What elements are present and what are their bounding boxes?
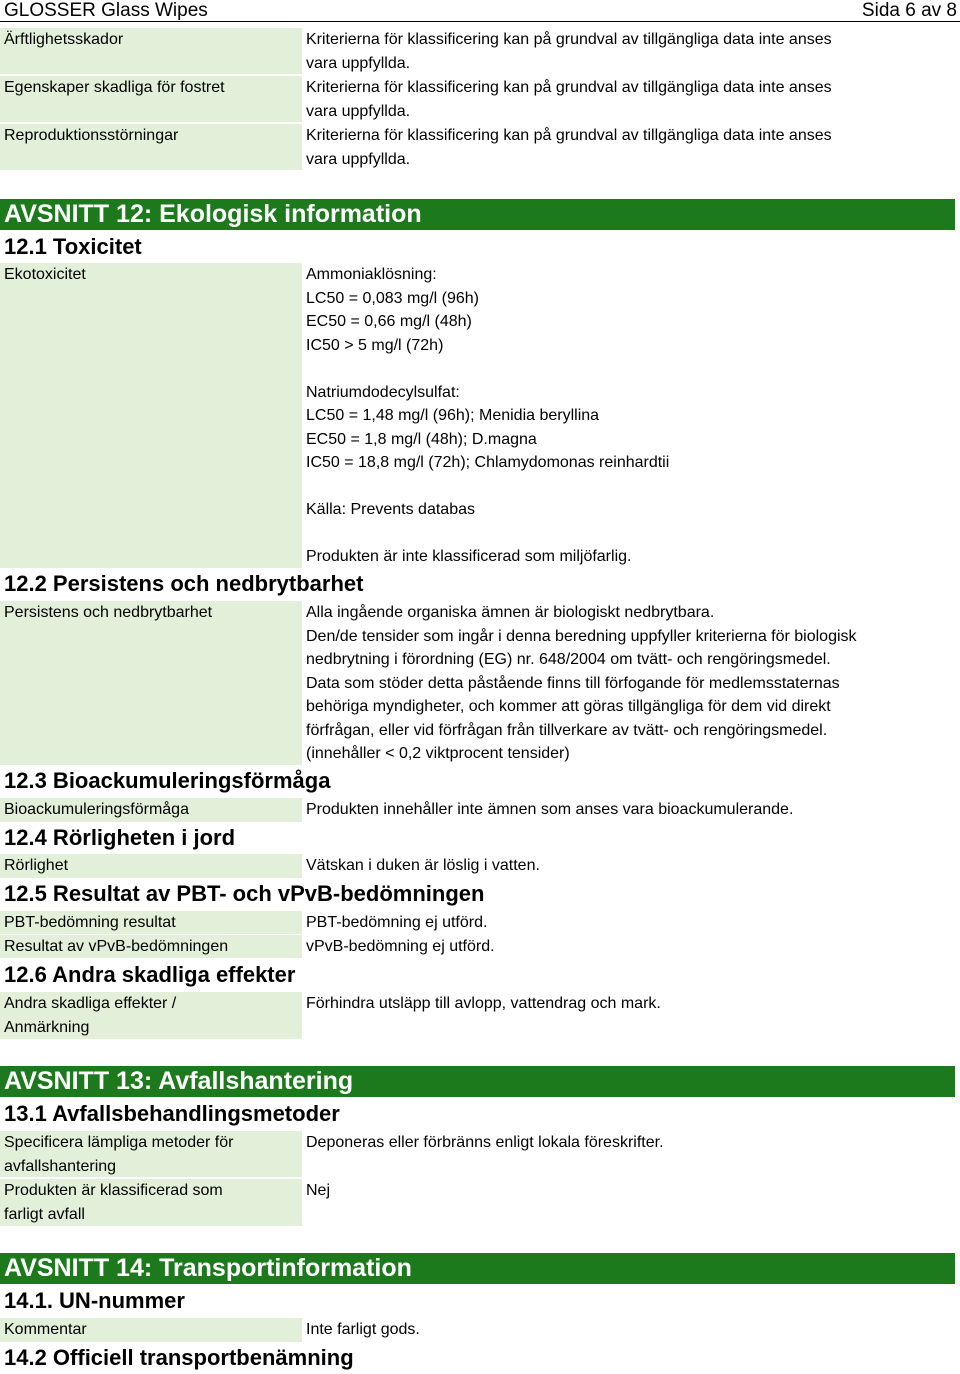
section-13-title-bar: AVSNITT 13: Avfallshantering [0, 1066, 955, 1097]
subsection-heading-12-5: 12.5 Resultat av PBT- och vPvB-bedömningen [4, 881, 485, 906]
row-value: Nej [306, 1182, 331, 1199]
row-label: Resultat av vPvB-bedömningen [0, 935, 302, 958]
row-value: Inte farligt gods. [306, 1321, 420, 1338]
row-value: PBT-bedömning ej utförd. [306, 914, 488, 931]
subsection-heading-12-3: 12.3 Bioackumuleringsförmåga [4, 768, 331, 793]
subsection-heading-14-1: 14.1. UN-nummer [4, 1288, 185, 1313]
row-value: Kriterierna för klassificering kan på grundval av tillgängliga data inte anses vara uppfyllda. [306, 79, 832, 120]
subsection-heading-12-2: 12.2 Persistens och nedbrytbarhet [4, 571, 364, 596]
row-value: Förhindra utsläpp till avlopp, vattendrag och mark. [306, 995, 661, 1012]
row-label: Ekotoxicitet [0, 263, 302, 568]
row-label: Reproduktionsstörningar [0, 124, 302, 170]
row-label: Bioackumuleringsförmåga [0, 798, 302, 822]
row-label: PBT-bedömning resultat [0, 911, 302, 934]
row-label: Persistens och nedbrytbarhet [0, 601, 302, 765]
document-title: GLOSSER Glass Wipes [4, 0, 208, 21]
subsection-heading-13-1: 13.1 Avfallsbehandlingsmetoder [4, 1101, 340, 1126]
row-value: Kriterierna för klassificering kan på grundval av tillgängliga data inte anses vara uppfyllda. [306, 127, 832, 168]
row-label: Produkten är klassificerad som farligt avfall [0, 1179, 302, 1226]
row-label: Specificera lämpliga metoder för avfallshantering [0, 1131, 302, 1177]
row-label: Rörlighet [0, 854, 302, 878]
subsection-heading-14-2: 14.2 Officiell transportbenämning [4, 1345, 354, 1370]
row-label: Kommentar [0, 1318, 302, 1342]
row-value: Ammoniaklösning: LC50 = 0,083 mg/l (96h) EC50 = 0,66 mg/l (48h) IC50 > 5 mg/l (72h) Natriumdodecylsulfat: LC50 = 1,48 mg/l (96h); Menidia beryllina EC50 = 1,8 mg/l (48h); D.magna IC50 = 18,8 mg/l (72h); Chlamydomonas reinhardtii Källa: Prevents databas Produkten är inte klassificerad som miljöfarlig. [306, 266, 670, 565]
section-14-title-bar: AVSNITT 14: Transportinformation [0, 1253, 955, 1284]
row-value: Vätskan i duken är löslig i vatten. [306, 857, 540, 874]
page-number: Sida 6 av 8 [861, 0, 957, 21]
row-value: Produkten innehåller inte ämnen som anses vara bioackumulerande. [306, 801, 794, 818]
row-value: Deponeras eller förbränns enligt lokala föreskrifter. [306, 1134, 664, 1151]
row-value: Alla ingående organiska ämnen är biologiskt nedbrytbara. Den/de tensider som ingår i denna beredning uppfyller kriterierna för biologisk nedbrytning i förordning (EG) nr. 648/2004 om tvätt- och rengöringsmedel. Data som stöder detta påstående finns till förfogande för medlemsstaternas behöriga myndigheter, och kommer att göras tillgängliga för dem vid direkt förfrågan, eller vid förfrågan från tillverkare av tvätt- och rengöringsmedel. (innehåller < 0,2 viktprocent tensider) [306, 604, 857, 762]
row-value: vPvB-bedömning ej utförd. [306, 938, 495, 955]
row-label: Egenskaper skadliga för fostret [0, 76, 302, 122]
subsection-heading-12-4: 12.4 Rörligheten i jord [4, 825, 236, 850]
row-label: Andra skadliga effekter / Anmärkning [0, 992, 302, 1039]
row-value: Kriterierna för klassificering kan på grundval av tillgängliga data inte anses vara uppfyllda. [306, 31, 832, 72]
header-divider [0, 21, 960, 22]
row-label: Ärftlighetsskador [0, 28, 302, 74]
section-12-title-bar: AVSNITT 12: Ekologisk information [0, 199, 955, 230]
subsection-heading-12-1: 12.1 Toxicitet [4, 234, 142, 259]
subsection-heading-12-6: 12.6 Andra skadliga effekter [4, 962, 296, 987]
